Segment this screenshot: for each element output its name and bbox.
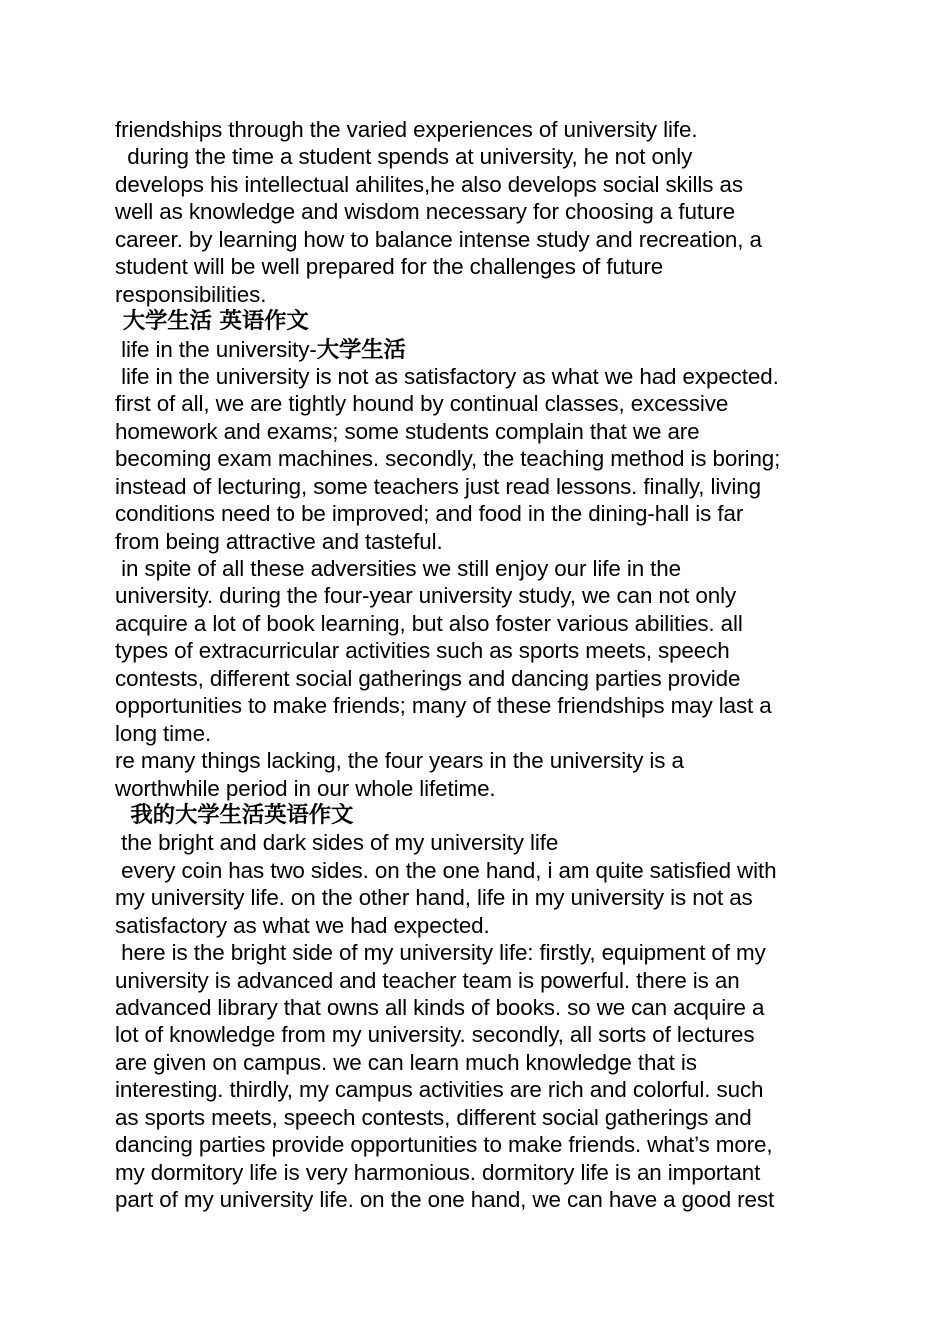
text-line: well as knowledge and wisdom necessary for choosing a future — [115, 199, 736, 225]
document-body — [115, 116, 855, 1214]
text-line: satisfactory as what we had expected. — [115, 912, 490, 938]
text-line: becoming exam machines. secondly, the teaching method is boring; — [115, 446, 781, 472]
text-line: dancing parties provide opportunities to make friends. what’s more, — [115, 1132, 773, 1158]
subtitle-cjk-text: 大学生活 — [316, 336, 406, 363]
text-line: part of my university life. on the one hand, we can have a good rest — [115, 1187, 775, 1213]
text-line: are given on campus. we can learn much knowledge that is — [115, 1049, 697, 1075]
text-line: as sports meets, speech contests, different social gatherings and — [115, 1104, 752, 1130]
text-line: university is advanced and teacher team is powerful. there is an — [115, 967, 740, 993]
text-line: contests, different social gatherings and dancing parties provide — [115, 665, 741, 691]
text-line: worthwhile period in our whole lifetime. — [115, 775, 496, 801]
text-line: my university life. on the other hand, life in my university is not as — [115, 885, 753, 911]
text-line: here is the bright side of my university life: firstly, equipment of my — [115, 940, 766, 966]
text-line: types of extracurricular activities such as sports meets, speech — [115, 638, 730, 664]
text-line: long time. — [115, 720, 212, 746]
text-line: university. during the four-year university study, we can not only — [115, 583, 737, 609]
text-line: during the time a student spends at university, he not only — [115, 144, 693, 170]
text-line: responsibilities. — [115, 281, 267, 307]
text-line: my dormitory life is very harmonious. dormitory life is an important — [115, 1159, 761, 1185]
text-line: develops his intellectual ahilites,he also develops social skills as — [115, 171, 743, 197]
text-line: first of all, we are tightly hound by continual classes, excessive — [115, 391, 729, 417]
section-subtitle: the bright and dark sides of my university life — [115, 830, 559, 856]
text-line: lot of knowledge from my university. secondly, all sorts of lectures — [115, 1022, 755, 1048]
text-line: student will be well prepared for the challenges of future — [115, 254, 664, 280]
text-line: interesting. thirdly, my campus activities are rich and colorful. such — [115, 1077, 764, 1103]
text-line: friendships through the varied experiences of university life. — [115, 117, 698, 142]
section-subtitle — [115, 336, 855, 363]
text-line: conditions need to be improved; and food in the dining-hall is far — [115, 501, 744, 527]
text-line: from being attractive and tasteful. — [115, 528, 443, 554]
section-heading: 我的大学生活英语作文 — [115, 801, 354, 828]
text-line: instead of lecturing, some teachers just read lessons. finally, living — [115, 473, 761, 499]
text-line: homework and exams; some students complain that we are — [115, 418, 700, 444]
text-line: opportunities to make friends; many of these friendships may last a — [115, 693, 772, 719]
subtitle-text: life in the university- — [115, 336, 317, 362]
text-line: life in the university is not as satisfactory as what we had expected. — [115, 363, 779, 389]
section-heading: 大学生活 英语作文 — [115, 308, 309, 335]
text-line: acquire a lot of book learning, but also foster various abilities. all — [115, 610, 743, 636]
text-line: advanced library that owns all kinds of books. so we can acquire a — [115, 995, 765, 1020]
text-line: career. by learning how to balance intense study and recreation, a — [115, 226, 762, 252]
text-line: every coin has two sides. on the one hand, i am quite satisfied with — [115, 857, 777, 883]
text-line: in spite of all these adversities we still enjoy our life in the — [115, 556, 681, 581]
text-line: re many things lacking, the four years in the university is a — [115, 748, 684, 774]
